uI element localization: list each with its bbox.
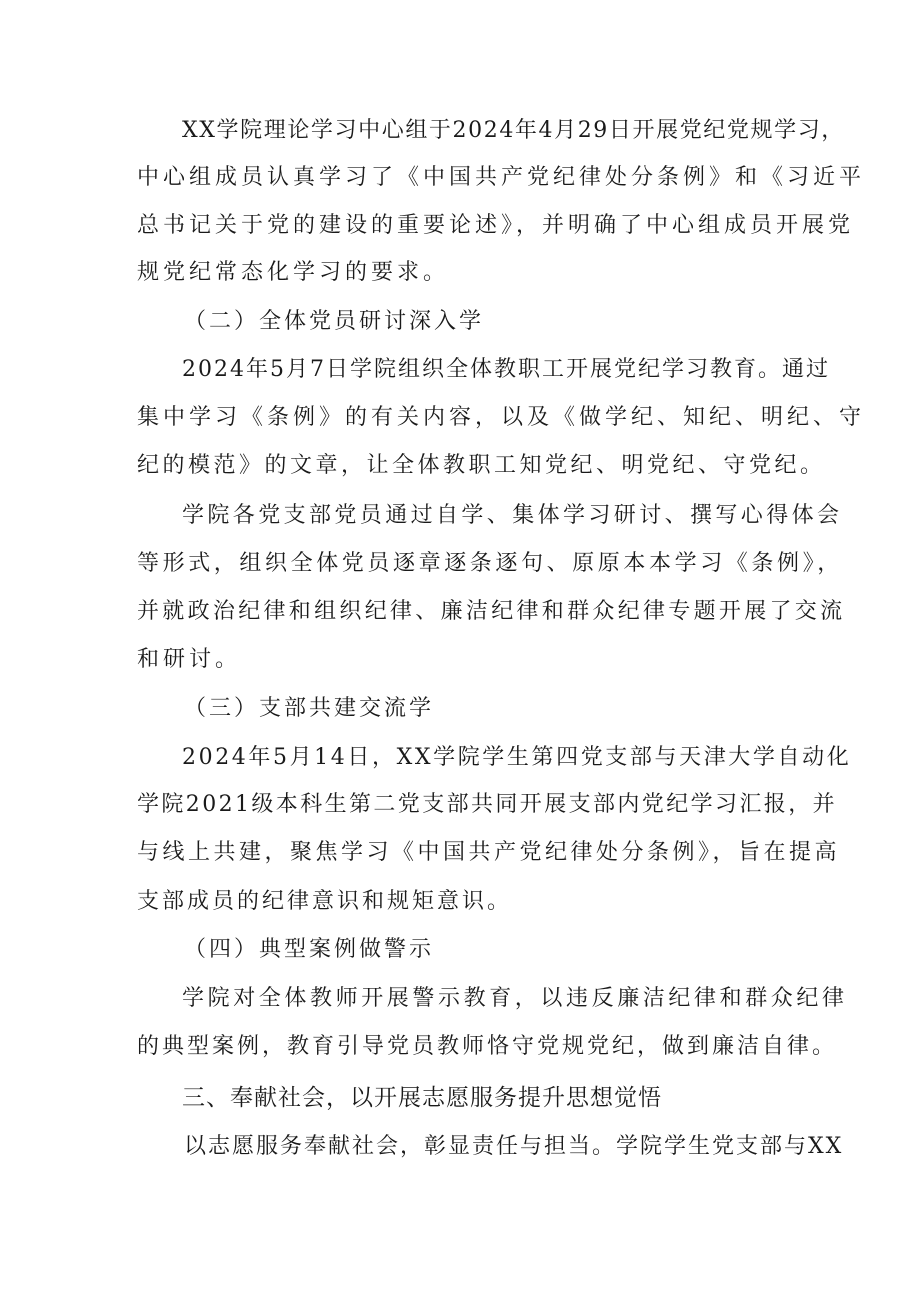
paragraph-line: 和研讨。 xyxy=(137,647,242,672)
paragraph-line: 纪的模范》的文章，让全体教职工知党纪、明党纪、守党纪。 xyxy=(137,453,826,478)
paragraph-line: 中心组成员认真学习了《中国共产党纪律处分条例》和《习近平 xyxy=(137,165,866,190)
paragraph-line: 集中学习《条例》的有关内容，以及《做学纪、知纪、明纪、守 xyxy=(137,405,866,430)
subheading-4: （四）典型案例做警示 xyxy=(184,937,435,962)
paragraph-line: 总书记关于党的建设的重要论述》，并明确了中心组成员开展党 xyxy=(137,213,855,238)
paragraph-line: 与线上共建，聚焦学习《中国共产党纪律处分条例》，旨在提高 xyxy=(137,840,841,865)
paragraph-line: 学院各党支部党员通过自学、集体学习研讨、撰写心得体会 xyxy=(182,503,843,528)
paragraph-line: 2024年5月7日学院组织全体教职工开展党纪学习教育。通过 xyxy=(182,357,830,382)
subheading-3: （三）支部共建交流学 xyxy=(184,696,435,721)
paragraph-line: 学院对全体教师开展警示教育，以违反廉洁纪律和群众纪律 xyxy=(182,986,848,1011)
paragraph-line: 2024年5月14日，XX学院学生第四党支部与天津大学自动化 xyxy=(182,745,852,770)
paragraph-line: 的典型案例，教育引导党员教师恪守党规党纪，做到廉洁自律。 xyxy=(137,1034,838,1059)
paragraph-line: 以志愿服务奉献社会，彰显责任与担当。学院学生党支部与XX xyxy=(184,1134,844,1159)
paragraph-line: 规党纪常态化学习的要求。 xyxy=(137,260,450,285)
paragraph-line: XX学院理论学习中心组于2024年4月29日开展党纪党规学习， xyxy=(182,118,845,143)
paragraph-line: 等形式，组织全体党员逐章逐条逐句、原原本本学习《条例》， xyxy=(137,551,843,576)
section-heading-3: 三、奉献社会，以开展志愿服务提升思想觉悟 xyxy=(182,1085,662,1111)
paragraph-line: 学院2021级本科生第二党支部共同开展支部内党纪学习汇报，并 xyxy=(137,792,837,817)
paragraph-line: 并就政治纪律和组织纪律、廉洁纪律和群众纪律专题开展了交流 xyxy=(137,599,846,624)
subheading-2: （二）全体党员研讨深入学 xyxy=(184,309,485,334)
paragraph-line: 支部成员的纪律意识和规矩意识。 xyxy=(137,889,513,914)
